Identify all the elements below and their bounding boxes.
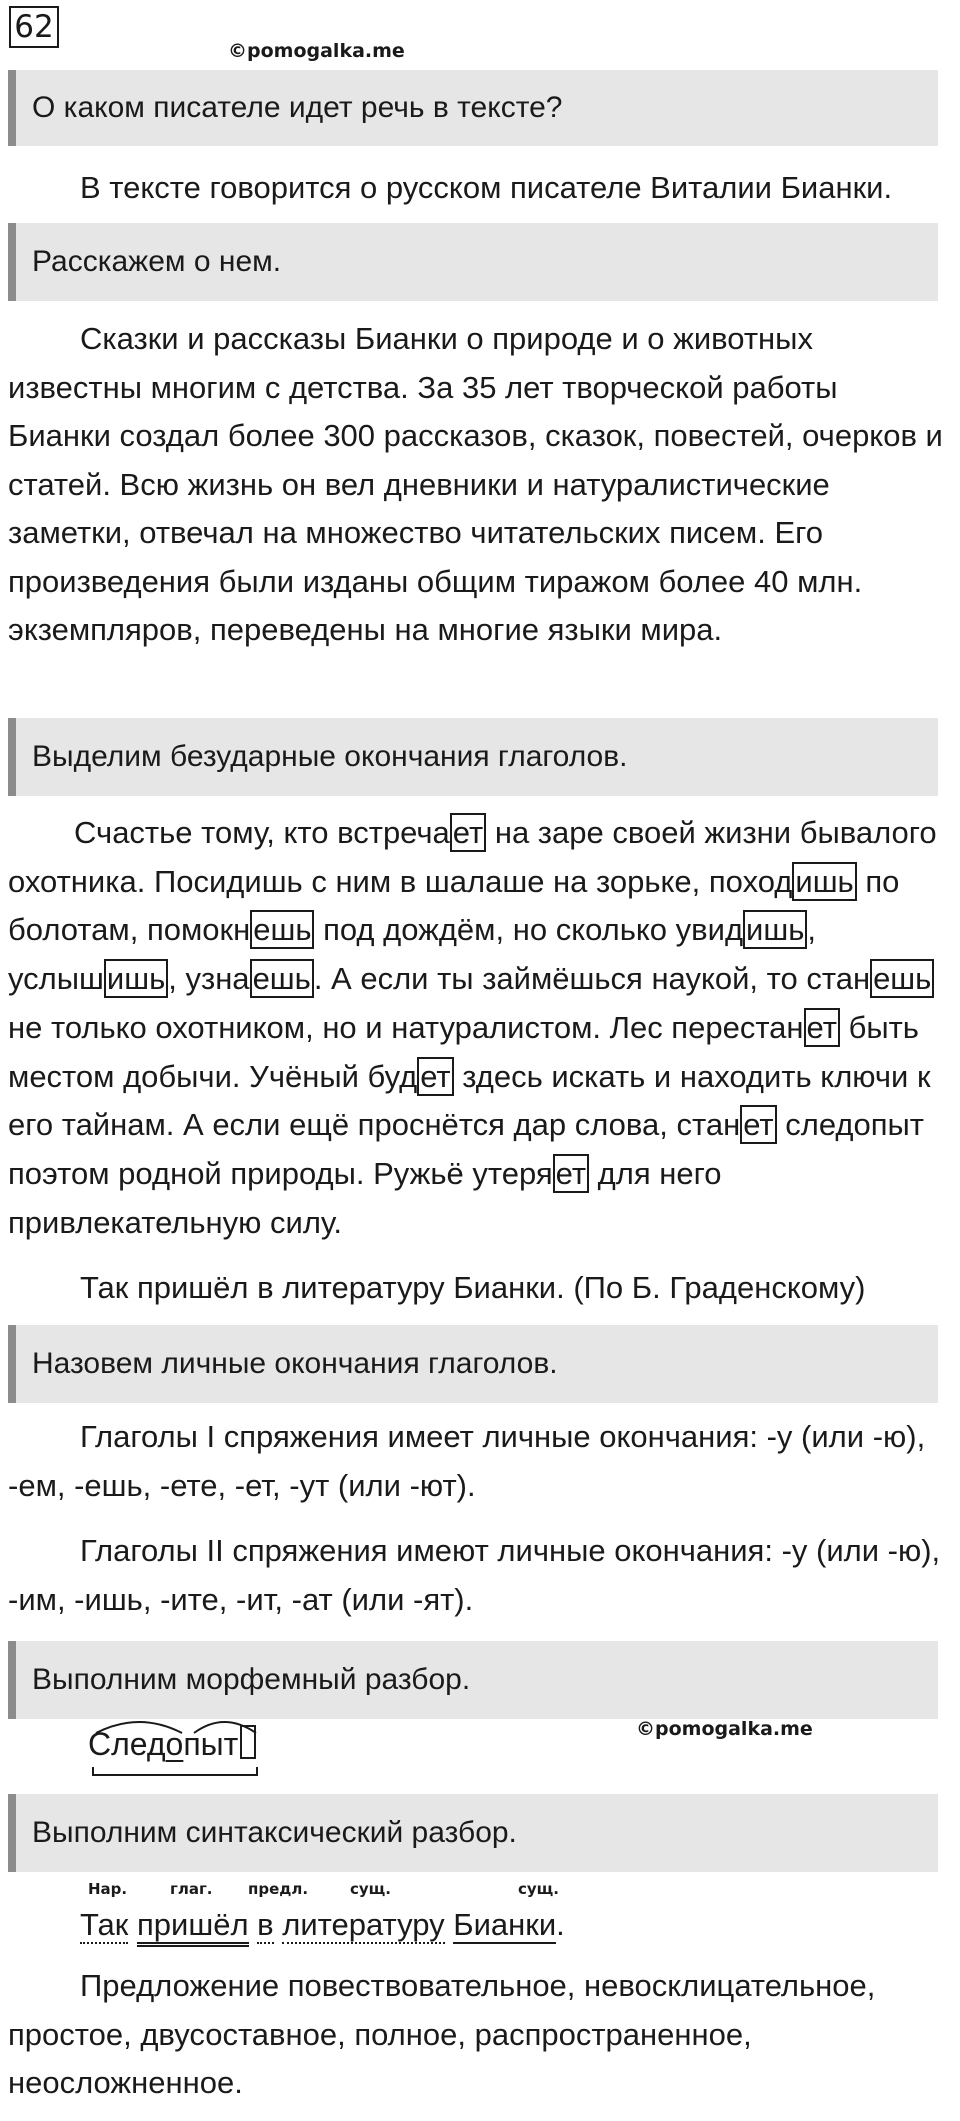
unstressed-ending: ишь: [743, 910, 807, 949]
heading-text: Выделим безударные окончания глаголов.: [32, 740, 628, 773]
text-segment: . А если ты займёшься наукой, то стан: [313, 961, 871, 997]
tag-preposition: предл.: [248, 1880, 309, 1898]
answer-writer: [8, 164, 943, 213]
biography-paragraph: [8, 315, 943, 655]
heading-morphemic: [8, 1641, 938, 1719]
morphemic-analysis: [88, 1725, 256, 1781]
unstressed-ending: ишь: [104, 959, 168, 998]
heading-text: Назовем личные окончания глаголов.: [32, 1347, 558, 1380]
answer-text: В тексте говорится о русском писателе Виталии Бианки.: [80, 170, 893, 205]
watermark: ©pomogalka.me: [228, 40, 405, 62]
unstressed-ending: ешь: [250, 910, 314, 949]
unstressed-ending: ет: [740, 1105, 776, 1144]
text-segment: для него привлекательную силу.: [8, 1155, 722, 1240]
tag-noun-1: сущ.: [350, 1880, 391, 1898]
unstressed-ending: ешь: [870, 959, 934, 998]
unstressed-ending: ет: [804, 1008, 840, 1047]
text-segment: здесь искать и находить ключи к его тайнам. А если ещё проснётся дар слова, стан: [8, 1058, 931, 1143]
word-predicate: пришёл: [137, 1907, 249, 1947]
source-text: Так пришёл в литературу Бианки. (По Б. Граденскому): [80, 1270, 866, 1305]
unstressed-ending: ешь: [250, 959, 314, 998]
heading-text: Выполним синтаксический разбор.: [32, 1816, 517, 1849]
heading-text: Расскажем о нем.: [32, 245, 282, 278]
unstressed-ending: ишь: [792, 862, 856, 901]
morph-word: [88, 1725, 256, 1763]
word-preposition: в: [257, 1907, 274, 1942]
word-adverbial-noun: литературу: [282, 1907, 445, 1942]
unstressed-ending: ет: [417, 1057, 453, 1096]
heading-text: Выполним морфемный разбор.: [32, 1663, 471, 1696]
text-segment: , узна: [168, 961, 250, 997]
heading-syntax: [8, 1794, 938, 1872]
tag-noun-2: сущ.: [518, 1880, 559, 1898]
connecting-vowel: о: [165, 1726, 184, 1762]
watermark-2: ©pomogalka.me: [636, 1718, 813, 1740]
text-with-endings: [8, 809, 943, 1247]
heading-about: [8, 223, 938, 301]
root-1: След: [88, 1726, 166, 1762]
sentence-period: .: [556, 1907, 565, 1942]
text-segment: Счастье тому, кто встреча: [74, 815, 450, 850]
root-2: пыт: [183, 1726, 239, 1762]
conjugation-2-text: Глаголы II спряжения имеют личные окончания: -у (или -ю), -им, -ишь, -ите, -ит, -ат (или -ят).: [8, 1533, 941, 1617]
conclusion-text: Предложение повествовательное, невосклицательное, простое, двусоставное, полное, распространенное, неосложненное.: [8, 1968, 876, 2100]
heading-endings: [8, 718, 938, 796]
biography-text: Сказки и рассказы Бианки о природе и о животных известны многим с детства. За 35 лет творческой работы Бианки создал более 300 рассказов, сказок, повестей, очерков и статей. Всю жизнь он вел дневники и натуралистические заметки, отвечал на множество читательских писем. Его произведения были изданы общим тиражом более 40 млн. экземпляров, переведены на многие языки мира.: [8, 321, 943, 647]
stem-bracket: [92, 1767, 260, 1779]
conjugation-2: [8, 1527, 943, 1624]
heading-personal-endings: [8, 1325, 938, 1403]
source-line: [8, 1264, 943, 1313]
conjugation-1-text: Глаголы I спряжения имеет личные окончания: -у (или -ю), -ем, -ешь, -ете, -ет, -ут (или -ют).: [8, 1419, 926, 1503]
conjugation-1: [8, 1413, 943, 1510]
tag-verb: глаг.: [170, 1880, 213, 1898]
page-number: 62: [9, 6, 59, 48]
zero-ending-box: [240, 1725, 256, 1759]
conclusion: [8, 1962, 943, 2108]
word-adverbial: Так: [80, 1907, 129, 1942]
question-text: О каком писателе идет речь в тексте?: [32, 91, 563, 124]
text-segment: по болотам, помокн: [8, 863, 900, 948]
text-segment: следопыт поэтом родной природы. Ружьё утеря: [8, 1107, 924, 1191]
tag-adverb: Нар.: [88, 1880, 128, 1898]
unstressed-ending: ет: [553, 1154, 589, 1193]
text-segment: не только охотником, но и натуралистом. Лес перестан: [8, 1009, 804, 1045]
syntax-sentence: [80, 1905, 565, 1945]
text-segment: , услыш: [8, 912, 817, 997]
word-subject: Бианки: [453, 1907, 557, 1942]
text-segment: под дождём, но сколько увид: [314, 912, 744, 948]
text-segment: на заре своей жизни бывалого охотника. Посидишь с ним в шалаше на зорьке, поход: [8, 815, 937, 899]
question-writer: [8, 70, 938, 146]
unstressed-ending: ет: [450, 813, 486, 852]
text-segment: быть местом добычи. Учёный буд: [8, 1009, 919, 1094]
